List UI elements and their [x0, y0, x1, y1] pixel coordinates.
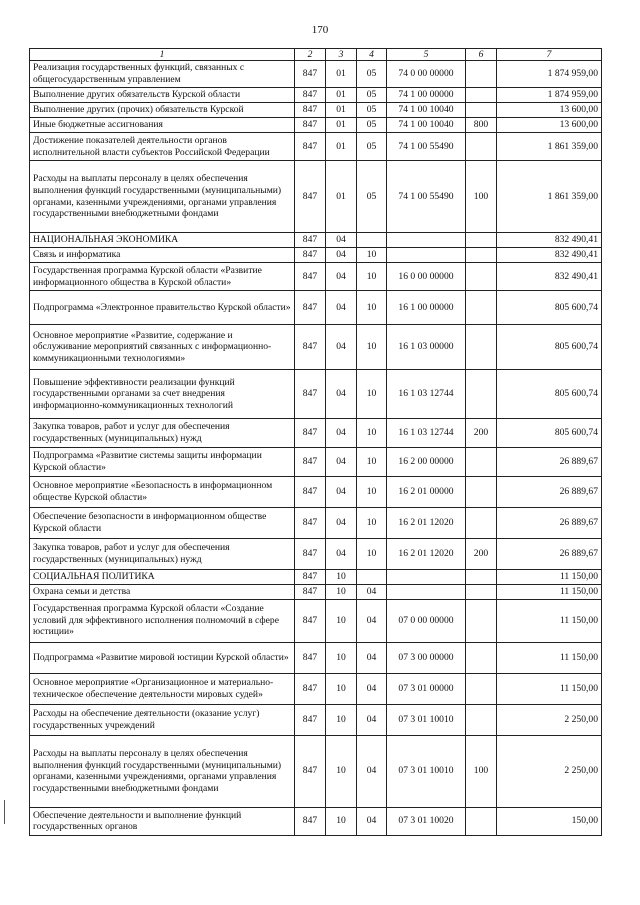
- row-grbs: 847: [295, 370, 326, 419]
- row-expense-type: [466, 103, 497, 118]
- row-grbs: 847: [295, 248, 326, 263]
- row-target-article: 07 0 00 00000: [387, 599, 466, 642]
- header-col-3: 3: [326, 49, 357, 61]
- row-subsection: 04: [357, 735, 387, 807]
- row-amount: 805 600,74: [497, 419, 602, 448]
- row-section: 04: [326, 539, 357, 570]
- row-target-article: 16 1 03 12744: [387, 370, 466, 419]
- page-number: 170: [311, 24, 329, 36]
- row-target-article: 07 3 01 10010: [387, 704, 466, 735]
- table-row: [30, 248, 602, 263]
- row-expense-type: [466, 508, 497, 539]
- row-section: 04: [326, 419, 357, 448]
- row-amount: 13 600,00: [497, 103, 602, 118]
- row-subsection: [357, 233, 387, 248]
- row-section: 04: [326, 233, 357, 248]
- row-grbs: 847: [295, 103, 326, 118]
- row-grbs: 847: [295, 807, 326, 835]
- row-grbs: 847: [295, 735, 326, 807]
- table-row: [30, 263, 602, 291]
- row-subsection: 10: [357, 291, 387, 325]
- row-amount: 805 600,74: [497, 370, 602, 419]
- row-expense-type: 800: [466, 118, 497, 133]
- row-name: Основное мероприятие «Развитие, содержание и обслуживание мероприятий связанных с информационно-коммуникационными технологиями»: [30, 325, 295, 370]
- row-target-article: [387, 585, 466, 600]
- row-target-article: [387, 233, 466, 248]
- row-expense-type: [466, 570, 497, 585]
- row-name: Обеспечение безопасности в информационном обществе Курской области: [30, 508, 295, 539]
- row-amount: 11 150,00: [497, 673, 602, 704]
- row-amount: 13 600,00: [497, 118, 602, 133]
- row-expense-type: [466, 448, 497, 477]
- row-expense-type: [466, 248, 497, 263]
- table-row: [30, 88, 602, 103]
- table-row: [30, 233, 602, 248]
- header-col-1: 1: [30, 49, 295, 61]
- row-subsection: 05: [357, 103, 387, 118]
- row-subsection: 05: [357, 133, 387, 161]
- table-row: [30, 291, 602, 325]
- margin-mark: [4, 800, 5, 824]
- table-row: [30, 103, 602, 118]
- row-name: Закупка товаров, работ и услуг для обеспечения государственных (муниципальных) нужд: [30, 539, 295, 570]
- row-name: Связь и информатика: [30, 248, 295, 263]
- row-amount: 2 250,00: [497, 735, 602, 807]
- table-row: [30, 673, 602, 704]
- row-target-article: 16 2 01 00000: [387, 477, 466, 508]
- row-name: Расходы на выплаты персоналу в целях обеспечения выполнения функций государственными (муниципальными) органами, казенными учреждениями, органами управления государственными внебюджетными фондами: [30, 161, 295, 233]
- table-row: [30, 735, 602, 807]
- header-col-2: 2: [295, 49, 326, 61]
- row-expense-type: [466, 642, 497, 673]
- row-subsection: 10: [357, 248, 387, 263]
- row-expense-type: [466, 477, 497, 508]
- row-name: Повышение эффективности реализации функций государственными органами за счет внедрения информационно-коммуникационных технологий: [30, 370, 295, 419]
- row-target-article: 07 3 01 10020: [387, 807, 466, 835]
- row-name: Государственная программа Курской области «Создание условий для эффективного исполнения полномочий в сфере юстиции»: [30, 599, 295, 642]
- row-name: Расходы на выплаты персоналу в целях обеспечения выполнения функций государственными (муниципальными) органами, казенными учреждениями, органами управления государственными внебюджетными фондами: [30, 735, 295, 807]
- row-target-article: 74 1 00 55490: [387, 133, 466, 161]
- row-name: Выполнение других обязательств Курской области: [30, 88, 295, 103]
- row-amount: 26 889,67: [497, 508, 602, 539]
- row-grbs: 847: [295, 118, 326, 133]
- row-subsection: 10: [357, 370, 387, 419]
- row-grbs: 847: [295, 263, 326, 291]
- row-subsection: 10: [357, 419, 387, 448]
- row-section: 04: [326, 477, 357, 508]
- table-row: [30, 508, 602, 539]
- row-target-article: 16 1 03 00000: [387, 325, 466, 370]
- table-row: [30, 477, 602, 508]
- row-subsection: 04: [357, 599, 387, 642]
- row-expense-type: [466, 325, 497, 370]
- row-section: 01: [326, 88, 357, 103]
- row-grbs: 847: [295, 161, 326, 233]
- header-col-6: 6: [466, 49, 497, 61]
- row-amount: 11 150,00: [497, 599, 602, 642]
- row-grbs: 847: [295, 585, 326, 600]
- row-name: Иные бюджетные ассигнования: [30, 118, 295, 133]
- row-amount: 832 490,41: [497, 233, 602, 248]
- row-grbs: 847: [295, 673, 326, 704]
- row-target-article: 16 2 00 00000: [387, 448, 466, 477]
- row-subsection: 10: [357, 263, 387, 291]
- row-expense-type: [466, 704, 497, 735]
- row-grbs: 847: [295, 704, 326, 735]
- row-subsection: 04: [357, 673, 387, 704]
- budget-table: [29, 48, 602, 836]
- table-header-row: [30, 49, 602, 61]
- row-section: 10: [326, 585, 357, 600]
- row-amount: 26 889,67: [497, 539, 602, 570]
- row-target-article: 74 1 00 10040: [387, 103, 466, 118]
- row-target-article: 74 0 00 00000: [387, 61, 466, 88]
- table-row: [30, 539, 602, 570]
- row-section: 04: [326, 248, 357, 263]
- row-name: Подпрограмма «Электронное правительство Курской области»: [30, 291, 295, 325]
- row-name: Государственная программа Курской области «Развитие информационного общества в Курской области»: [30, 263, 295, 291]
- row-target-article: 07 3 01 10010: [387, 735, 466, 807]
- table-row: [30, 161, 602, 233]
- row-target-article: 74 1 00 55490: [387, 161, 466, 233]
- row-amount: 26 889,67: [497, 477, 602, 508]
- row-section: 04: [326, 325, 357, 370]
- row-target-article: 16 2 01 12020: [387, 539, 466, 570]
- row-grbs: 847: [295, 570, 326, 585]
- table-row: [30, 118, 602, 133]
- row-subsection: 04: [357, 585, 387, 600]
- row-target-article: 07 3 00 00000: [387, 642, 466, 673]
- row-expense-type: [466, 61, 497, 88]
- table-row: [30, 642, 602, 673]
- row-expense-type: 100: [466, 735, 497, 807]
- header-col-4: 4: [357, 49, 387, 61]
- row-name: Основное мероприятие «Безопасность в информационном обществе Курской области»: [30, 477, 295, 508]
- row-amount: 26 889,67: [497, 448, 602, 477]
- header-col-5: 5: [387, 49, 466, 61]
- row-section: 10: [326, 570, 357, 585]
- table-row: [30, 325, 602, 370]
- row-name: Расходы на обеспечение деятельности (оказание услуг) государственных учреждений: [30, 704, 295, 735]
- row-amount: 832 490,41: [497, 248, 602, 263]
- row-grbs: 847: [295, 508, 326, 539]
- row-amount: 832 490,41: [497, 263, 602, 291]
- table-row: [30, 133, 602, 161]
- row-grbs: 847: [295, 291, 326, 325]
- row-section: 04: [326, 370, 357, 419]
- row-amount: 1 861 359,00: [497, 161, 602, 233]
- row-subsection: 10: [357, 325, 387, 370]
- row-amount: 805 600,74: [497, 291, 602, 325]
- row-expense-type: [466, 233, 497, 248]
- table-row: [30, 448, 602, 477]
- row-section: 04: [326, 508, 357, 539]
- row-target-article: 74 1 00 00000: [387, 88, 466, 103]
- table-row: [30, 570, 602, 585]
- row-subsection: 05: [357, 118, 387, 133]
- table-row: [30, 599, 602, 642]
- row-name: СОЦИАЛЬНАЯ ПОЛИТИКА: [30, 570, 295, 585]
- row-section: 10: [326, 704, 357, 735]
- row-section: 01: [326, 103, 357, 118]
- row-name: Подпрограмма «Развитие системы защиты информации Курской области»: [30, 448, 295, 477]
- row-subsection: 10: [357, 477, 387, 508]
- row-expense-type: [466, 807, 497, 835]
- row-amount: 11 150,00: [497, 585, 602, 600]
- row-section: 01: [326, 133, 357, 161]
- row-expense-type: [466, 263, 497, 291]
- row-section: 10: [326, 735, 357, 807]
- row-expense-type: [466, 133, 497, 161]
- row-name: Обеспечение деятельности и выполнение функций государственных органов: [30, 807, 295, 835]
- row-name: Охрана семьи и детства: [30, 585, 295, 600]
- row-grbs: 847: [295, 133, 326, 161]
- row-section: 10: [326, 599, 357, 642]
- row-section: 01: [326, 161, 357, 233]
- row-amount: 1 874 959,00: [497, 61, 602, 88]
- row-expense-type: [466, 291, 497, 325]
- row-section: 01: [326, 61, 357, 88]
- row-grbs: 847: [295, 539, 326, 570]
- row-amount: 1 861 359,00: [497, 133, 602, 161]
- row-target-article: 07 3 01 00000: [387, 673, 466, 704]
- row-section: 10: [326, 807, 357, 835]
- row-section: 04: [326, 291, 357, 325]
- row-amount: 11 150,00: [497, 570, 602, 585]
- row-subsection: [357, 570, 387, 585]
- row-grbs: 847: [295, 233, 326, 248]
- row-expense-type: [466, 599, 497, 642]
- row-subsection: 05: [357, 88, 387, 103]
- row-section: 10: [326, 673, 357, 704]
- row-subsection: 04: [357, 704, 387, 735]
- row-grbs: 847: [295, 61, 326, 88]
- table-row: [30, 704, 602, 735]
- table-row: [30, 370, 602, 419]
- row-name: Реализация государственных функций, связанных с общегосударственным управлением: [30, 61, 295, 88]
- row-subsection: 04: [357, 807, 387, 835]
- row-target-article: 16 1 00 00000: [387, 291, 466, 325]
- row-target-article: [387, 570, 466, 585]
- row-grbs: 847: [295, 325, 326, 370]
- row-subsection: 10: [357, 508, 387, 539]
- row-amount: 150,00: [497, 807, 602, 835]
- row-grbs: 847: [295, 88, 326, 103]
- table-row: [30, 419, 602, 448]
- row-target-article: 74 1 00 10040: [387, 118, 466, 133]
- row-section: 04: [326, 263, 357, 291]
- row-amount: 2 250,00: [497, 704, 602, 735]
- row-grbs: 847: [295, 448, 326, 477]
- row-subsection: 10: [357, 448, 387, 477]
- row-target-article: 16 1 03 12744: [387, 419, 466, 448]
- row-subsection: 05: [357, 61, 387, 88]
- row-amount: 1 874 959,00: [497, 88, 602, 103]
- row-grbs: 847: [295, 419, 326, 448]
- row-name: Выполнение других (прочих) обязательств Курской: [30, 103, 295, 118]
- row-amount: 11 150,00: [497, 642, 602, 673]
- row-section: 01: [326, 118, 357, 133]
- row-expense-type: [466, 88, 497, 103]
- row-expense-type: 200: [466, 539, 497, 570]
- row-expense-type: [466, 370, 497, 419]
- row-subsection: 05: [357, 161, 387, 233]
- row-grbs: 847: [295, 642, 326, 673]
- header-col-7: 7: [497, 49, 602, 61]
- row-target-article: 16 0 00 00000: [387, 263, 466, 291]
- row-grbs: 847: [295, 477, 326, 508]
- row-grbs: 847: [295, 599, 326, 642]
- row-target-article: 16 2 01 12020: [387, 508, 466, 539]
- row-target-article: [387, 248, 466, 263]
- row-section: 10: [326, 642, 357, 673]
- row-subsection: 10: [357, 539, 387, 570]
- row-expense-type: 200: [466, 419, 497, 448]
- row-expense-type: [466, 585, 497, 600]
- row-section: 04: [326, 448, 357, 477]
- row-name: Основное мероприятие «Организационное и материально-техническое обеспечение деятельности мировых судей»: [30, 673, 295, 704]
- row-name: Подпрограмма «Развитие мировой юстиции Курской области»: [30, 642, 295, 673]
- row-name: Достижение показателей деятельности органов исполнительной власти субъектов Российской Федерации: [30, 133, 295, 161]
- row-name: Закупка товаров, работ и услуг для обеспечения государственных (муниципальных) нужд: [30, 419, 295, 448]
- table-row: [30, 61, 602, 88]
- row-expense-type: [466, 673, 497, 704]
- row-subsection: 04: [357, 642, 387, 673]
- table-row: [30, 585, 602, 600]
- row-name: НАЦИОНАЛЬНАЯ ЭКОНОМИКА: [30, 233, 295, 248]
- row-expense-type: 100: [466, 161, 497, 233]
- table-row: [30, 807, 602, 835]
- row-amount: 805 600,74: [497, 325, 602, 370]
